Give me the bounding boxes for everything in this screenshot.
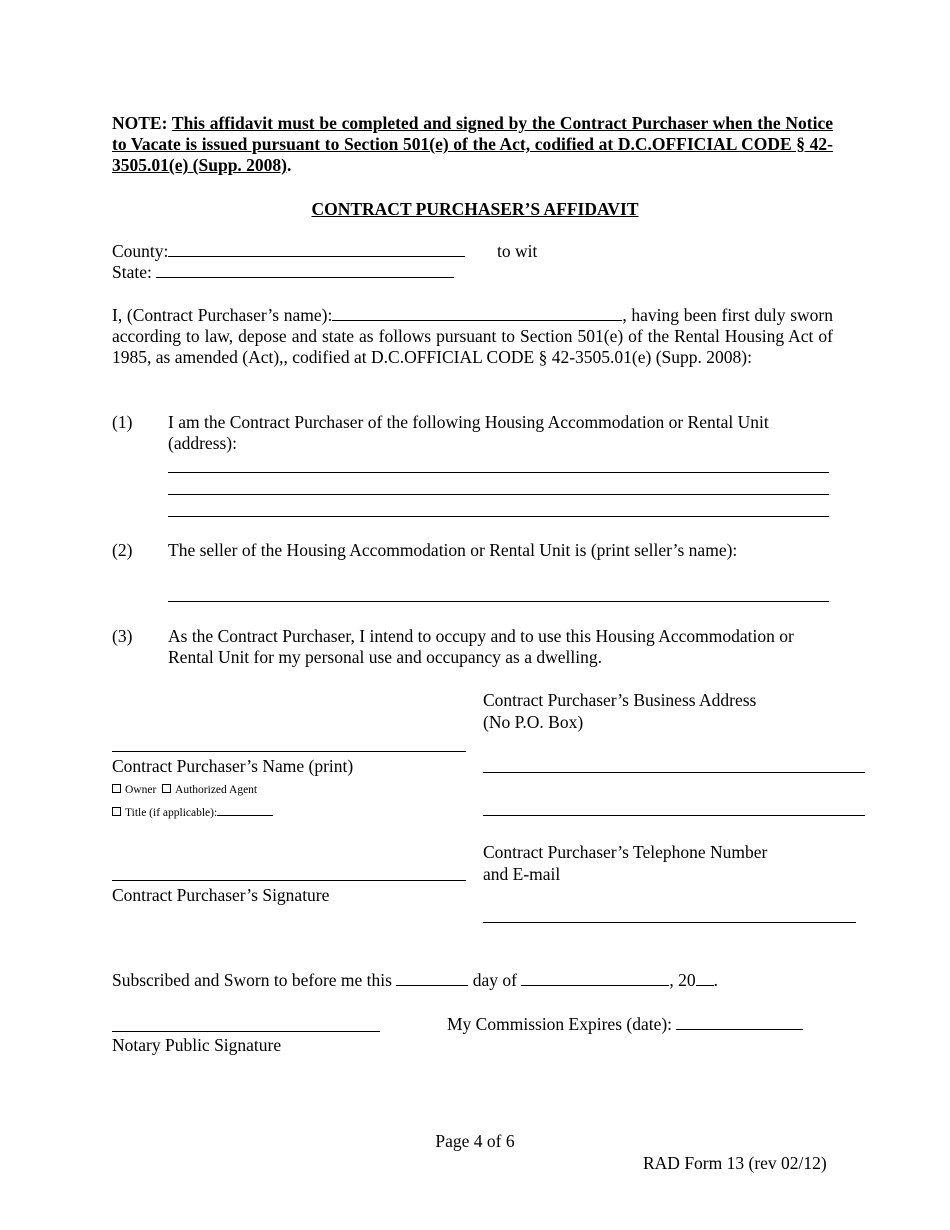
purchaser-signature-label: Contract Purchaser’s Signature (112, 885, 330, 905)
business-address-line-1[interactable] (483, 772, 865, 773)
sworn-text-a: Subscribed and Sworn to before me this (112, 970, 392, 990)
purchaser-name-print-line[interactable] (112, 751, 466, 752)
owner-checkbox[interactable] (112, 784, 121, 793)
page-number: Page 4 of 6 (435, 1131, 515, 1151)
sworn-year-field[interactable] (696, 970, 714, 986)
address-line-1[interactable] (168, 472, 829, 473)
county-label: County: (112, 241, 169, 261)
address-line-3[interactable] (168, 516, 829, 517)
business-address-label-1: Contract Purchaser’s Business Address (483, 690, 757, 710)
title-option-label: Title (if applicable): (125, 807, 218, 819)
item-2-number: (2) (112, 540, 133, 560)
owner-option-label: Owner (125, 784, 157, 796)
title-option-row (112, 805, 273, 820)
state-label: State: (112, 262, 152, 282)
purchaser-name-label: Contract Purchaser’s Name (print) (112, 756, 354, 776)
phone-label-2: and E-mail (483, 864, 561, 884)
note-text: This affidavit must be completed and signed by the Contract Purchaser when the Notice to Vacate is issued pursuant to Section 501(e) of the Act, codified at D.C.OFFICIAL CODE § 42-3505.01(e) (Supp. 2008) (112, 113, 833, 175)
notary-signature-line[interactable] (112, 1031, 380, 1032)
sworn-statement (112, 970, 718, 991)
purchaser-signature-line[interactable] (112, 880, 466, 881)
intro-paragraph (112, 305, 833, 368)
commission-row (447, 1014, 803, 1035)
business-address-label-2: (No P.O. Box) (483, 712, 584, 732)
address-line-2[interactable] (168, 494, 829, 495)
item-3-number: (3) (112, 626, 133, 646)
item-1-text: I am the Contract Purchaser of the following Housing Accommodation or Rental Unit (address): (168, 412, 769, 453)
county-field[interactable] (168, 241, 465, 257)
form-id: RAD Form 13 (rev 02/12) (643, 1153, 827, 1173)
phone-email-line[interactable] (483, 922, 856, 923)
item-2-text: The seller of the Housing Accommodation or Rental Unit is (print seller’s name): (168, 540, 738, 560)
state-row (112, 262, 454, 283)
intro-rest: , having been first duly sworn according to law, depose and state as follows pursuant to Section 501(e) of the Rental Housing Act of 1985, as amended (Act),, codified at D.C.OFFICIAL CODE § 42-3505.01(e) (Supp. 2008): (112, 305, 833, 367)
intro-prefix: I, (Contract Purchaser’s name): (112, 305, 333, 325)
sworn-text-b: day of (472, 970, 517, 990)
note-paragraph (112, 113, 833, 176)
sworn-month-field[interactable] (521, 970, 669, 986)
note-label: NOTE: (112, 113, 168, 133)
state-field[interactable] (156, 262, 454, 278)
notary-signature-label: Notary Public Signature (112, 1035, 282, 1055)
purchaser-name-field[interactable] (332, 305, 622, 321)
county-row (112, 241, 465, 262)
sworn-text-d: . (713, 970, 718, 990)
note-end: . (287, 155, 292, 175)
commission-label: My Commission Expires (date): (447, 1014, 673, 1034)
seller-name-line[interactable] (168, 601, 829, 602)
commission-date-field[interactable] (676, 1014, 803, 1030)
item-3-text: As the Contract Purchaser, I intend to occupy and to use this Housing Accommodation or Rental Unit for my personal use and occupancy as a dwelling. (168, 626, 794, 667)
sworn-day-field[interactable] (396, 970, 468, 986)
phone-label-1: Contract Purchaser’s Telephone Number (483, 842, 768, 862)
to-wit: to wit (497, 241, 538, 261)
page-title: CONTRACT PURCHASER’S AFFIDAVIT (311, 199, 639, 219)
title-checkbox[interactable] (112, 807, 121, 816)
business-address-line-2[interactable] (483, 815, 865, 816)
item-1-number: (1) (112, 412, 133, 432)
sworn-text-c: , 20 (669, 970, 696, 990)
title-field[interactable] (217, 805, 273, 816)
agent-option-label: Authorized Agent (175, 784, 258, 796)
agent-checkbox[interactable] (162, 784, 171, 793)
role-options (112, 783, 257, 797)
